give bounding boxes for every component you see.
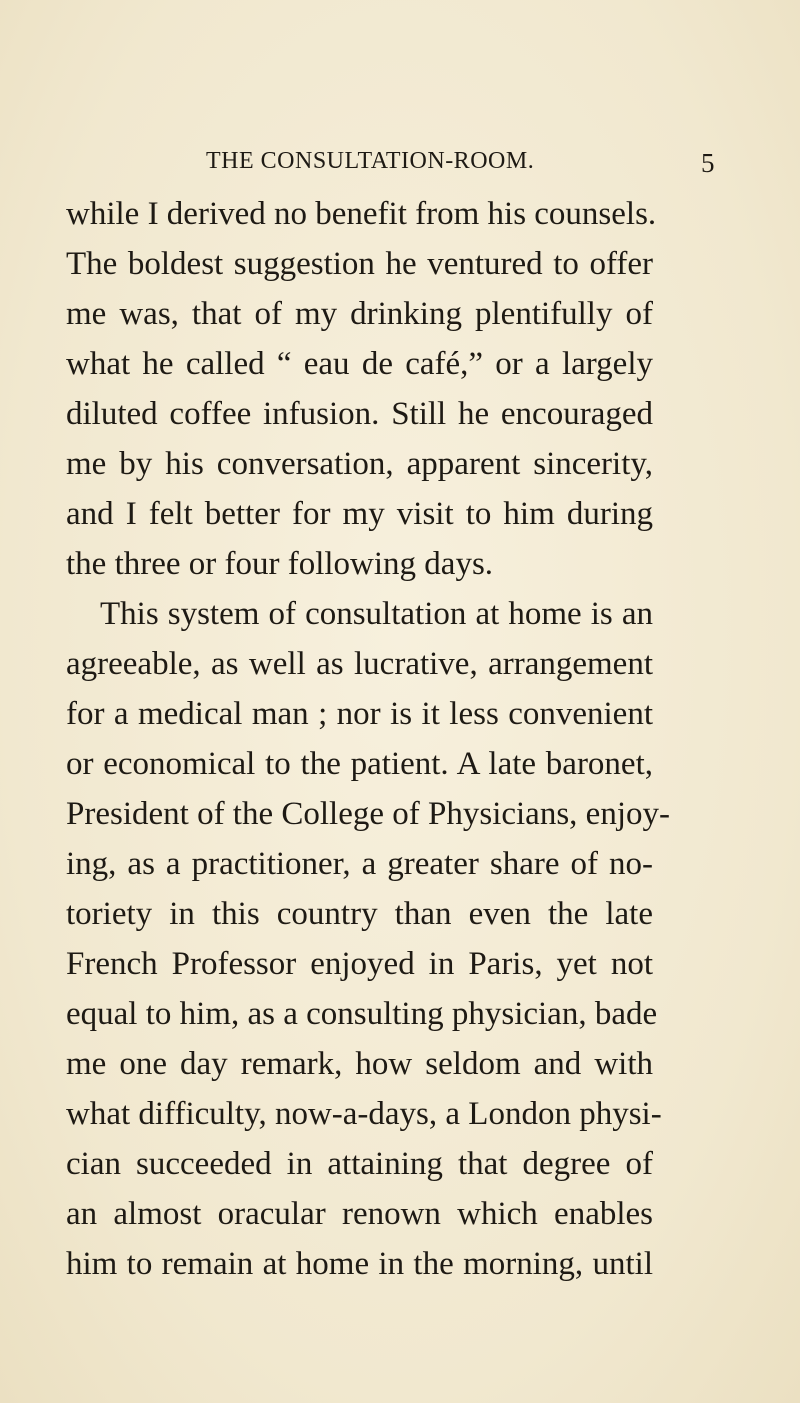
text-line: diluted coffee infusion. Still he encouraged (66, 396, 653, 432)
text-line: what he called “ eau de café,” or a largely (66, 346, 653, 382)
text-line: toriety in this country than even the late (66, 896, 653, 932)
text-line: him to remain at home in the morning, until (66, 1246, 653, 1282)
text-line: me one day remark, how seldom and with (66, 1046, 653, 1082)
text-line: the three or four following days. (66, 546, 494, 582)
text-line: for a medical man ; nor is it less convenient (66, 696, 653, 732)
running-header (110, 148, 715, 178)
text-line: ing, as a practitioner, a greater share of no- (66, 846, 653, 882)
text-line: The boldest suggestion he ventured to offer (66, 246, 653, 282)
text-line: and I felt better for my visit to him during (66, 496, 653, 532)
text-line: equal to him, as a consulting physician, bade (66, 996, 658, 1032)
text-line: cian succeeded in attaining that degree of (66, 1146, 653, 1182)
text-line: or economical to the patient. A late baronet, (66, 746, 653, 782)
text-line: President of the College of Physicians, enjoy- (66, 796, 670, 832)
text-line: an almost oracular renown which enables (66, 1196, 653, 1232)
text-line: what difficulty, now-a-days, a London physi- (66, 1096, 662, 1132)
text-line: This system of consultation at home is an (100, 596, 653, 632)
page-number: 5 (701, 148, 715, 178)
text-line: French Professor enjoyed in Paris, yet not (66, 946, 653, 982)
text-line: me by his conversation, apparent sincerity, (66, 446, 653, 482)
text-line: me was, that of my drinking plentifully of (66, 296, 653, 332)
text-line: agreeable, as well as lucrative, arrangement (66, 646, 653, 682)
text-line: while I derived no benefit from his counsels. (66, 196, 657, 232)
running-title: THE CONSULTATION-ROOM. (206, 148, 535, 174)
